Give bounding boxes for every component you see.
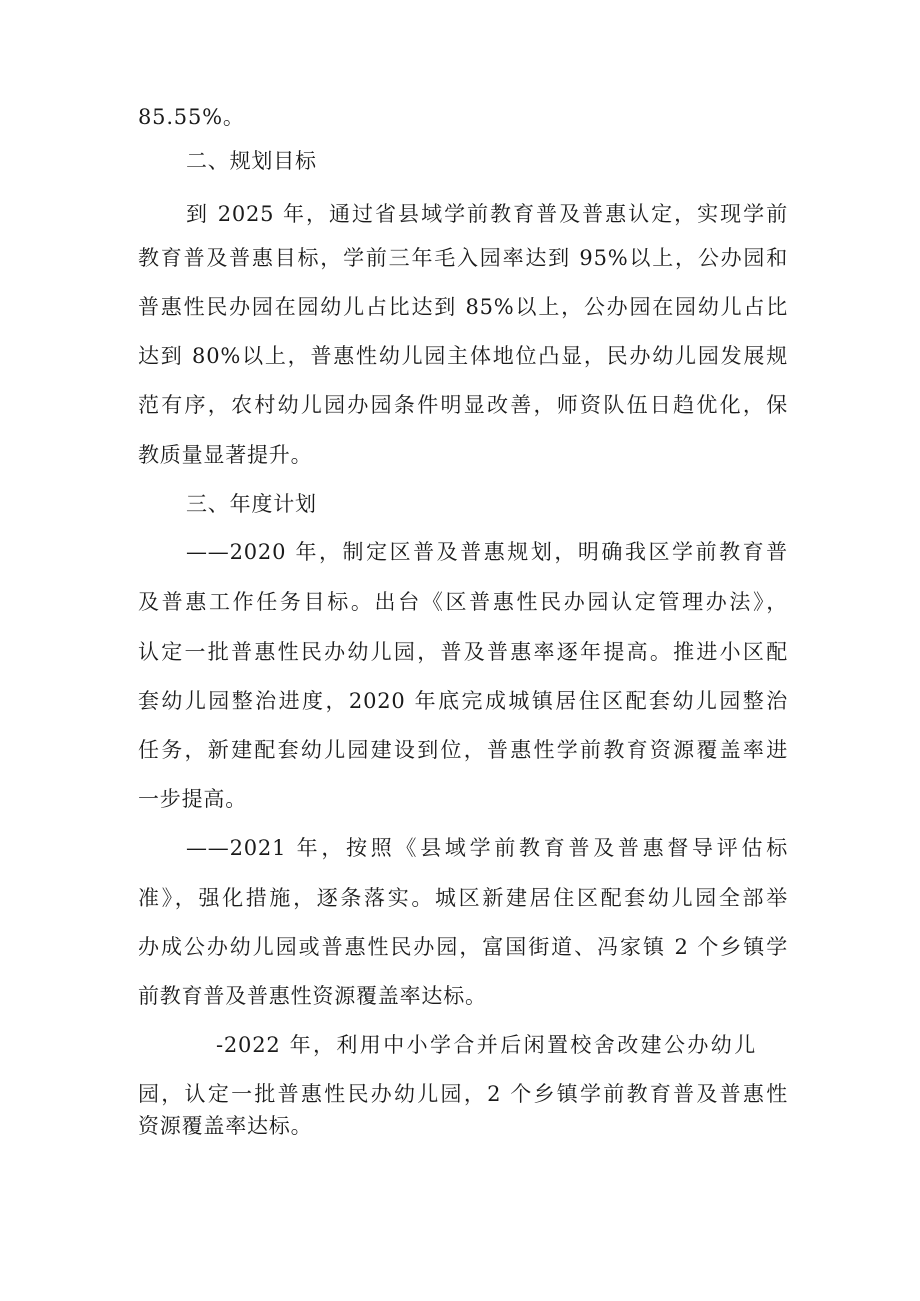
paragraph-line-14: 任务，新建配套幼儿园建设到位，普惠性学前教育资源覆盖率进	[138, 738, 788, 762]
text-line-1: 85.55%。	[138, 105, 245, 129]
paragraph-line-12: 认定一批普惠性民办幼儿园，普及普惠率逐年提高。推进小区配	[138, 640, 788, 664]
paragraph-line-4: 教育普及普惠目标，学前三年毛入园率达到 95%以上，公办园和	[138, 246, 788, 270]
paragraph-line-22: 资源覆盖率达标。	[138, 1114, 313, 1138]
paragraph-line-13: 套幼儿园整治进度，2020 年底完成城镇居住区配套幼儿园整治	[138, 689, 788, 713]
paragraph-line-16: ——2021 年，按照《县域学前教育普及普惠督导评估标	[186, 836, 788, 860]
section-heading-planning-goals: 二、规划目标	[186, 149, 317, 173]
paragraph-line-21: 园，认定一批普惠性民办幼儿园，2 个乡镇学前教育普及普惠性	[138, 1082, 788, 1106]
paragraph-line-7: 范有序，农村幼儿园办园条件明显改善，师资队伍日趋优化，保	[138, 393, 788, 417]
paragraph-line-20: -2022 年，利用中小学合并后闲置校舍改建公办幼儿	[216, 1033, 756, 1057]
paragraph-line-10: ——2020 年，制定区普及普惠规划，明确我区学前教育普	[186, 540, 788, 564]
paragraph-line-8: 教质量显著提升。	[138, 443, 313, 467]
paragraph-line-19: 前教育普及普惠性资源覆盖率达标。	[138, 984, 487, 1008]
paragraph-line-6: 达到 80%以上，普惠性幼儿园主体地位凸显，民办幼儿园发展规	[138, 344, 788, 368]
paragraph-line-5: 普惠性民办园在园幼儿占比达到 85%以上，公办园在园幼儿占比	[138, 295, 788, 319]
paragraph-line-3: 到 2025 年，通过省县域学前教育普及普惠认定，实现学前	[186, 202, 788, 226]
paragraph-line-15: 一步提高。	[138, 787, 247, 811]
section-heading-annual-plan: 三、年度计划	[186, 492, 317, 516]
paragraph-line-11: 及普惠工作任务目标。出台《区普惠性民办园认定管理办法》，	[138, 590, 788, 614]
paragraph-line-17: 准》，强化措施，逐条落实。城区新建居住区配套幼儿园全部举	[138, 886, 788, 910]
paragraph-line-18: 办成公办幼儿园或普惠性民办园，富国街道、冯家镇 2 个乡镇学	[138, 935, 788, 959]
